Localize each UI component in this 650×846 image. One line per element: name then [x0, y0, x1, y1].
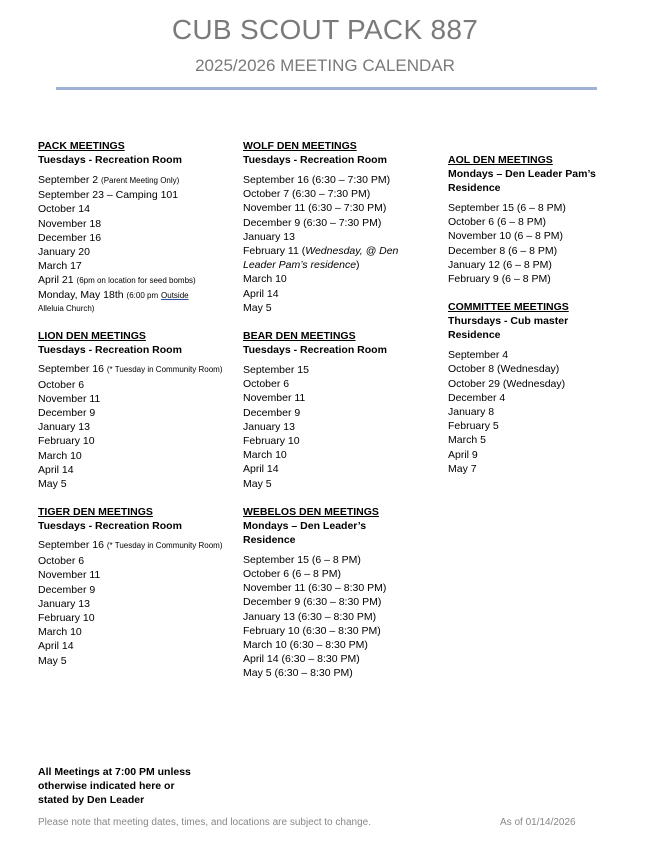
section-subtitle: Thursdays - Cub master Residence [448, 315, 569, 342]
list-item: December 9 (6:30 – 7:30 PM) [243, 216, 382, 229]
list-item: April 14 [243, 463, 279, 476]
section-title: PACK MEETINGS [38, 140, 125, 152]
aol-den-section [448, 153, 618, 286]
list-item: May 5 [38, 654, 67, 667]
list-item: October 7 (6:30 – 7:30 PM) [243, 188, 371, 201]
list-item: January 13 [243, 230, 295, 243]
page-title: CUB SCOUT PACK 887 [171, 14, 479, 45]
list-item: February 10 [38, 435, 95, 448]
column-left [38, 139, 228, 674]
list-item: Monday, May 18th (6:00 pm Outside Alleluia Church) [38, 288, 189, 313]
tiger-den-section [38, 505, 228, 668]
list-item: February 5 [448, 420, 499, 433]
list-item: March 10 [243, 449, 287, 462]
list-item: November 11 [38, 569, 101, 582]
list-item: September 16 (* Tuesday in Community Room) [38, 362, 223, 375]
list-item: February 11 (Wednesday, @ Den Leader Pam’s residence) [243, 245, 399, 272]
list-item: September 15 (6 – 8 PM) [448, 202, 566, 214]
list-item: April 14 (6:30 – 8:30 PM) [243, 653, 360, 666]
meeting-time-note: All Meetings at 7:00 PM unless otherwise indicated here or stated by Den Leader [38, 766, 191, 806]
list-item: April 14 [38, 640, 74, 653]
list-item: October 6 [38, 555, 85, 568]
list-item: November 11 (6:30 – 8:30 PM) [243, 582, 387, 595]
wolf-den-section [243, 139, 423, 315]
list-item: January 13 (6:30 – 8:30 PM) [243, 610, 377, 623]
list-item: March 10 [38, 626, 82, 639]
list-item: September 2 (Parent Meeting Only) [38, 174, 180, 186]
location-link[interactable]: Outside [161, 290, 189, 300]
list-item: September 16 (6:30 – 7:30 PM) [243, 174, 391, 186]
list-item: February 9 (6 – 8 PM) [448, 273, 551, 286]
list-item: December 8 (6 – 8 PM) [448, 244, 558, 257]
list-item: January 12 (6 – 8 PM) [448, 258, 552, 271]
list-item: May 5 [38, 478, 67, 491]
list-item: March 10 [38, 449, 82, 462]
column-right [448, 153, 618, 482]
list-item: April 9 [448, 448, 478, 461]
committee-section [448, 300, 618, 476]
section-title: WEBELOS DEN MEETINGS [243, 505, 379, 518]
list-item: January 20 [38, 246, 90, 259]
list-item: April 21 (6pm on location for seed bombs) [38, 274, 196, 287]
list-item: October 8 (Wednesday) [448, 363, 560, 376]
list-item: September 15 (6 – 8 PM) [243, 553, 361, 566]
section-subtitle: Tuesdays - Recreation Room [243, 344, 387, 357]
list-item: May 5 (6:30 – 8:30 PM) [243, 667, 353, 680]
list-item: November 11 (6:30 – 7:30 PM) [243, 202, 387, 215]
list-item: April 14 [38, 463, 74, 476]
list-item: March 10 [243, 273, 287, 286]
disclaimer-text: Please note that meeting dates, times, and locations are subject to change. [38, 817, 371, 828]
list-item: October 14 [38, 203, 90, 216]
list-item: May 5 [243, 301, 272, 314]
list-item: October 29 (Wednesday) [448, 377, 566, 390]
section-subtitle: Mondays – Den Leader’s Residence [243, 519, 367, 546]
list-item: September 23 – Camping 101 [38, 189, 179, 202]
list-item: January 8 [448, 406, 495, 419]
list-item: October 6 [38, 378, 85, 391]
list-item: September 4 [448, 349, 509, 362]
list-item: February 10 (6:30 – 8:30 PM) [243, 624, 381, 637]
list-item: March 10 (6:30 – 8:30 PM) [243, 639, 368, 652]
list-item: December 16 [38, 231, 102, 244]
column-middle [243, 139, 423, 687]
list-item: December 4 [448, 391, 506, 404]
lion-den-section [38, 329, 228, 492]
section-subtitle: Tuesdays - Recreation Room [243, 154, 387, 166]
list-item: December 9 [38, 583, 96, 596]
list-item: May 7 [448, 462, 477, 475]
section-title: TIGER DEN MEETINGS [38, 506, 153, 519]
list-item: March 17 [38, 260, 82, 273]
bear-den-section [243, 329, 423, 491]
webelos-den-section [243, 505, 423, 681]
list-item: December 9 [38, 407, 96, 420]
list-item: November 18 [38, 217, 102, 230]
header-divider [56, 87, 597, 90]
list-item: March 5 [448, 434, 486, 447]
as-of-date: As of 01/14/2026 [500, 817, 576, 828]
list-item: January 13 [243, 420, 295, 433]
list-item: October 6 (6 – 8 PM) [448, 216, 547, 229]
list-item: May 5 [243, 477, 272, 490]
section-subtitle: Tuesdays - Recreation Room [38, 520, 182, 533]
list-item: April 14 [243, 287, 279, 300]
pack-meetings-section [38, 139, 228, 315]
section-subtitle: Mondays – Den Leader Pam’s Residence [448, 168, 596, 194]
section-title: WOLF DEN MEETINGS [243, 140, 357, 152]
list-item: November 10 (6 – 8 PM) [448, 230, 563, 243]
list-item: January 13 [38, 597, 90, 610]
list-item: November 11 [243, 392, 306, 405]
section-title: LION DEN MEETINGS [38, 329, 146, 342]
section-title: AOL DEN MEETINGS [448, 154, 553, 166]
list-item: October 6 [243, 378, 290, 391]
list-item: November 11 [38, 392, 101, 405]
section-subtitle: Tuesdays - Recreation Room [38, 154, 182, 166]
list-item: October 6 (6 – 8 PM) [243, 568, 342, 581]
page-subtitle: 2025/2026 MEETING CALENDAR [195, 56, 455, 75]
section-title: COMMITTEE MEETINGS [448, 301, 569, 314]
list-item: February 10 [243, 435, 300, 448]
list-item: December 9 (6:30 – 8:30 PM) [243, 596, 382, 609]
section-subtitle: Tuesdays - Recreation Room [38, 343, 182, 356]
list-item: January 13 [38, 421, 90, 434]
section-title: BEAR DEN MEETINGS [243, 330, 356, 343]
list-item: September 16 (* Tuesday in Community Room) [38, 539, 223, 552]
list-item: December 9 [243, 406, 301, 419]
list-item: February 10 [38, 612, 95, 625]
list-item: September 15 [243, 364, 309, 377]
